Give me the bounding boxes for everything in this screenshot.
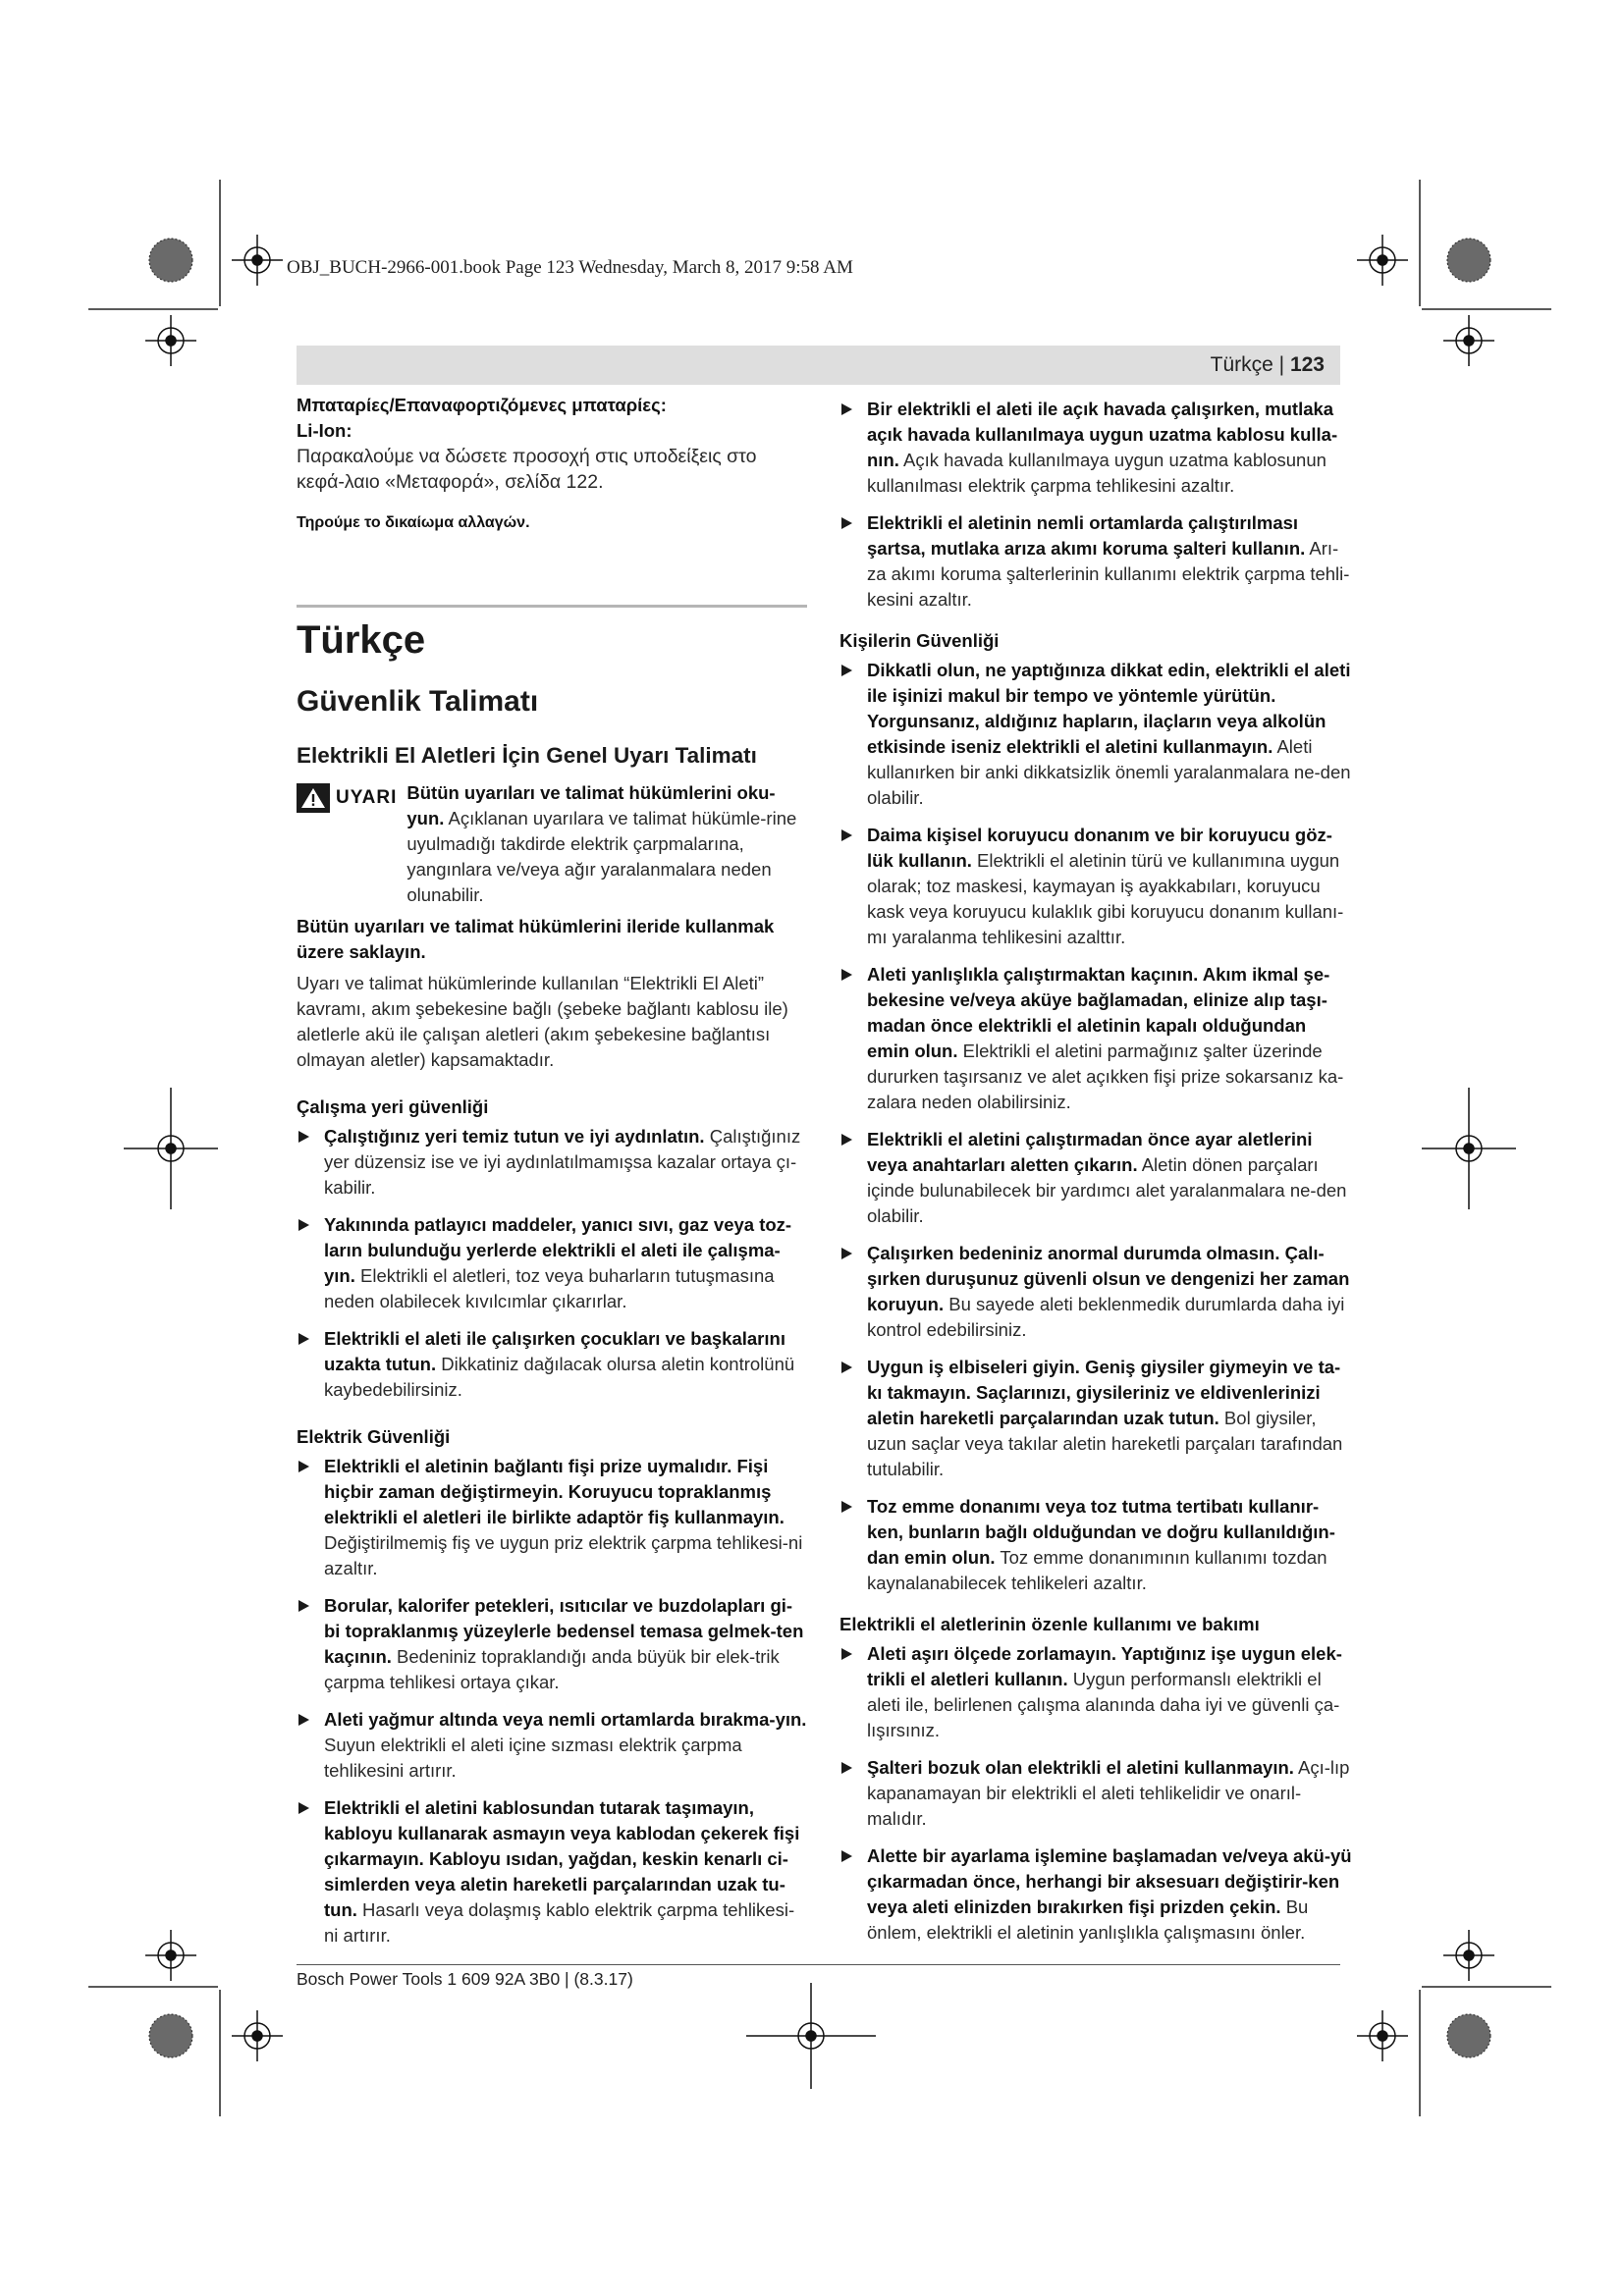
list-item [839,1755,1352,1832]
electrical-safety-list [297,1454,807,1949]
warning-badge [297,783,397,813]
warning-block [297,780,807,908]
item-text: Çalıştığınız yer düzensiz ise ve iyi aydınlatılmamışsa kazalar ortaya çı-kabilir. [324,1126,801,1198]
bullet-triangle-icon [841,829,852,841]
bullet-triangle-icon [841,1501,852,1513]
item-bold-text: Aleti yağmur altında veya nemli ortamlarda bırakma-yın. [324,1709,807,1730]
section-divider [297,605,807,608]
item-text: Uygun performanslı elektrikli el aleti ile, belirlenen çalışma alanında daha iyi ve güvenli ça-lışırsınız. [867,1669,1340,1740]
section-title-electrical: Elektrik Güvenliği [297,1426,451,1447]
item-text: Elektrikli el aletini parmağınız şalter üzerinde dururken taşırsanız ve alet açıkken fişi prize sokarsanız ka-zalara neden olabilirsiniz. [867,1041,1344,1112]
section-title-care: Elektrikli el aletlerinin özenle kullanımı ve bakımı [839,1614,1260,1634]
list-item [839,1494,1352,1596]
header-label [1211,353,1325,377]
list-item [839,1241,1352,1343]
general-warning-heading: Elektrikli El Aletleri İçin Genel Uyarı Talimatı [297,743,757,768]
item-bold-text: Elektrikli el aletini çalıştırmadan önce ayar aletlerini veya anahtarları aletten çıkarın. [867,1129,1313,1175]
warning-rest: Açıklanan uyarılara ve talimat hükümle-rine uyulmadığı takdirde elektrik çarpmalarına, yangınlara ve/veya ağır yaralanmalara neden olunabilir. [406,808,797,905]
item-bold-text: Bir elektrikli el aleti ile açık havada çalışırken, mutlaka açık havada kullanılmaya uygun uzatma kablosu kulla-nın. [867,399,1338,470]
list-item [297,1212,807,1314]
bullet-triangle-icon [298,1131,309,1143]
warning-triangle-icon [297,783,330,813]
item-bold-text: Yakınında patlayıcı maddeler, yanıcı sıvı, gaz veya toz-ların bulunduğu yerlerde elektrikli el aleti ile çalışma-yın. [324,1214,792,1286]
item-bold-text: Toz emme donanımı veya toz tutma tertibatı kullanır-ken, bunların bağlı olduğundan ve doğru kullanıldığın-dan emin olun. [867,1496,1335,1568]
item-text: Aleti kullanırken bir anki dikkatsizlik önemli yaralanmalara ne-den olabilir. [867,736,1351,808]
item-bold-text: Elektrikli el aletinin nemli ortamlarda çalıştırılması şartsa, mutlaka arıza akımı koruma şalteri kullanın. [867,512,1306,559]
item-text: Suyun elektrikli el aleti içine sızması elektrik çarpma tehlikesini artırır. [324,1735,742,1781]
bullet-triangle-icon [841,1762,852,1774]
warning-bold: Bütün uyarıları ve talimat hükümlerini oku-yun. [406,782,776,828]
list-item [839,658,1352,811]
list-item [297,1707,807,1784]
tool-care-list [839,1641,1352,1946]
list-item [297,1124,807,1201]
item-text: Bu önlem, elektrikli el aletinin yanlışlıkla çalışmasını önler. [867,1896,1309,1943]
item-text: Açık havada kullanılmaya uygun uzatma kablosunun kullanılması elektrik çarpma tehlikesini azaltır. [867,450,1326,496]
warning-text [406,780,807,908]
list-item [839,962,1352,1115]
item-text: Elektrikli el aletleri, toz veya buharların tutuşmasına neden olabilecek kıvılcımlar çıkarırlar. [324,1265,775,1311]
item-bold-text: Şalteri bozuk olan elektrikli el aletini kullanmayın. [867,1757,1294,1778]
item-text: Bu sayede aleti beklenmedik durumlarda daha iyi kontrol edebilirsiniz. [867,1294,1345,1340]
item-text: Açı-lıp kapanamayan bir elektrikli el aleti tehlikelidir ve onarıl-malıdır. [867,1757,1350,1829]
item-bold-text: Çalışırken bedeniniz anormal durumda olmasın. Çalı-şırken duruşunuz güvenli olsun ve dengenizi her zaman koruyun. [867,1243,1350,1314]
item-bold-text: Dikkatli olun, ne yaptığınıza dikkat edin, elektrikli el aleti ile işinizi makul bir tempo ve yöntemle yürütün. Yorgunsanız, aldığınız hapların, ilaçların veya alkolün etkisinde iseniz elektrikli el aletini kullanmayın. [867,660,1351,757]
item-text: Elektrikli el aletinin türü ve kullanımına uygun olarak; toz maskesi, kaymayan iş ayakkabıları, koruyucu kask veya koruyucu kulaklık gibi koruyucu donanım kullanı-mı yaralanma tehlikesini azalttır. [867,850,1344,947]
bullet-triangle-icon [298,1219,309,1231]
bullet-triangle-icon [841,1850,852,1862]
item-text: Bedeniniz topraklandığı anda büyük bir elek-trik çarpma tehlikesi ortaya çıkar. [324,1646,780,1692]
list-item [839,510,1352,613]
list-item [839,397,1352,499]
bullet-triangle-icon [841,969,852,981]
definition-text: Uyarı ve talimat hükümlerinde kullanılan “Elektrikli El Aleti” kavramı, akım şebekesine bağlı (şebeke bağlantı kablosu ile) aletlerle akü ile çalışan aletleri (akım şebekesine bağlantısı olmayan aletler) kapsamaktadır. [297,973,788,1070]
section-title-work: Çalışma yeri güvenliği [297,1096,489,1117]
bullet-triangle-icon [841,665,852,676]
electrical-safety-list-continued [839,397,1352,613]
list-item [297,1454,807,1581]
bullet-triangle-icon [298,1802,309,1814]
language-heading: Türkçe [297,618,426,662]
left-column [297,393,807,1949]
bullet-triangle-icon [841,403,852,415]
item-bold-text: Alette bir ayarlama işlemine başlamadan ve/veya akü-yü çıkarmadan önce, herhangi bir aksesuarı değiştirir-ken veya aleti elinizden bırakırken fişi prizden çekin. [867,1845,1352,1917]
bullet-triangle-icon [298,1333,309,1345]
list-item [839,1843,1352,1946]
list-item [839,1127,1352,1229]
item-bold-text: Elektrikli el aletini kablosundan tutarak taşımayın, kabloyu kullanarak asmayın veya kablodan çekerek fişi çıkarmayın. Kabloyu ısıdan, yağdan, keskin kenarlı ci-simlerden veya aletin hareketli parçalarından uzak tu-tun. [324,1797,800,1920]
work-safety-list [297,1124,807,1403]
list-item [839,1641,1352,1743]
warning-label: UYARI [336,787,398,808]
greek-liion-label: Li-Ion: [297,420,352,441]
personal-safety-list [839,658,1352,1596]
item-text: Toz emme donanımının kullanımı tozdan kaynalanabilecek tehlikeleri azaltır. [867,1547,1327,1593]
page-header [297,346,1340,385]
item-text: Bol giysiler, uzun saçlar veya takılar aletin hareketli parçaları tarafından tutulabilir. [867,1408,1343,1479]
item-bold-text: Aleti aşırı ölçede zorlamayın. Yaptığınız işe uygun elek-trikli el aletleri kullanın. [867,1643,1342,1689]
bullet-triangle-icon [298,1461,309,1472]
section-title-personal: Kişilerin Güvenliği [839,630,1000,651]
greek-rights-note: Τηρούμε το δικαίωμα αλλαγών. [297,514,530,531]
item-bold-text: Elektrikli el aleti ile çalışırken çocukları ve başkalarını uzakta tutun. [324,1328,785,1374]
item-bold-text: Çalıştığınız yeri temiz tutun ve iyi aydınlatın. [324,1126,705,1147]
item-text: Dikkatiniz dağılacak olursa aletin kontrolünü kaybedebilirsiniz. [324,1354,795,1400]
list-item [839,823,1352,950]
item-text: Değiştirilmemiş fiş ve uygun priz elektrik çarpma tehlikesi-ni azaltır. [324,1532,803,1578]
item-text: Arı-za akımı koruma şalterlerinin kullanımı elektrik çarpma tehli-kesini azaltır. [867,538,1350,610]
bullet-triangle-icon [298,1714,309,1726]
bullet-triangle-icon [298,1600,309,1612]
greek-battery-text: Παρακαλούμε να δώσετε προσοχή στις υποδείξεις στο κεφά-λαιο «Μεταφορά», σελίδα 122. [297,446,757,493]
item-bold-text: Daima kişisel koruyucu donanım ve bir koruyucu göz-lük kullanın. [867,825,1332,871]
list-item [839,1355,1352,1482]
page-number: 123 [1289,353,1325,376]
page-footer: Bosch Power Tools 1 609 92A 3B0 | (8.3.17) [297,1969,633,1989]
header-section: Türkçe | [1210,353,1290,376]
bullet-triangle-icon [841,1134,852,1146]
list-item [297,1795,807,1949]
item-text: Aletin dönen parçaları içinde bulunabilecek bir yardımcı alet yaralanmalara ne-den olabilir. [867,1154,1347,1226]
bullet-triangle-icon [841,1362,852,1373]
item-bold-text: Elektrikli el aletinin bağlantı fişi prize uymalıdır. Fişi hiçbir zaman değiştirmeyin. Koruyucu topraklanmış elektrikli el aletleri ile birlikte adaptör fiş kullanmayın. [324,1456,785,1527]
bullet-triangle-icon [841,1648,852,1660]
footer-divider [297,1964,1340,1965]
item-bold-text: Aleti yanlışlıkla çalıştırmaktan kaçının. Akım ikmal şe-bekesine ve/veya aküye bağlamadan, elinize alıp taşı-madan önce elektrikli el aletinin kapalı olduğundan emin olun. [867,964,1330,1061]
greek-battery-title: Μπαταρίες/Επαναφορτιζόμενες μπαταρίες: [297,395,667,415]
keep-instructions: Bütün uyarıları ve talimat hükümlerini ileride kullanmak üzere saklayın. [297,916,775,962]
bullet-triangle-icon [841,1248,852,1259]
right-column [839,393,1352,1946]
item-bold-text: Borular, kalorifer petekleri, ısıtıcılar ve buzdolapları gi-bi topraklanmış yüzeylerle bedensel temasa gelmek-ten kaçının. [324,1595,804,1667]
safety-heading: Güvenlik Talimatı [297,685,539,718]
list-item [297,1326,807,1403]
bullet-triangle-icon [841,517,852,529]
item-bold-text: Uygun iş elbiseleri giyin. Geniş giysiler giymeyin ve ta-kı takmayın. Saçlarınızı, giysileriniz ve eldivenlerinizi aletin hareketli parçalarından uzak tutun. [867,1357,1341,1428]
file-stamp: OBJ_BUCH-2966-001.book Page 123 Wednesday, March 8, 2017 9:58 AM [287,257,853,278]
warning-row [297,780,807,908]
item-text: Hasarlı veya dolaşmış kablo elektrik çarpma tehlikesi-ni artırır. [324,1899,795,1946]
list-item [297,1593,807,1695]
